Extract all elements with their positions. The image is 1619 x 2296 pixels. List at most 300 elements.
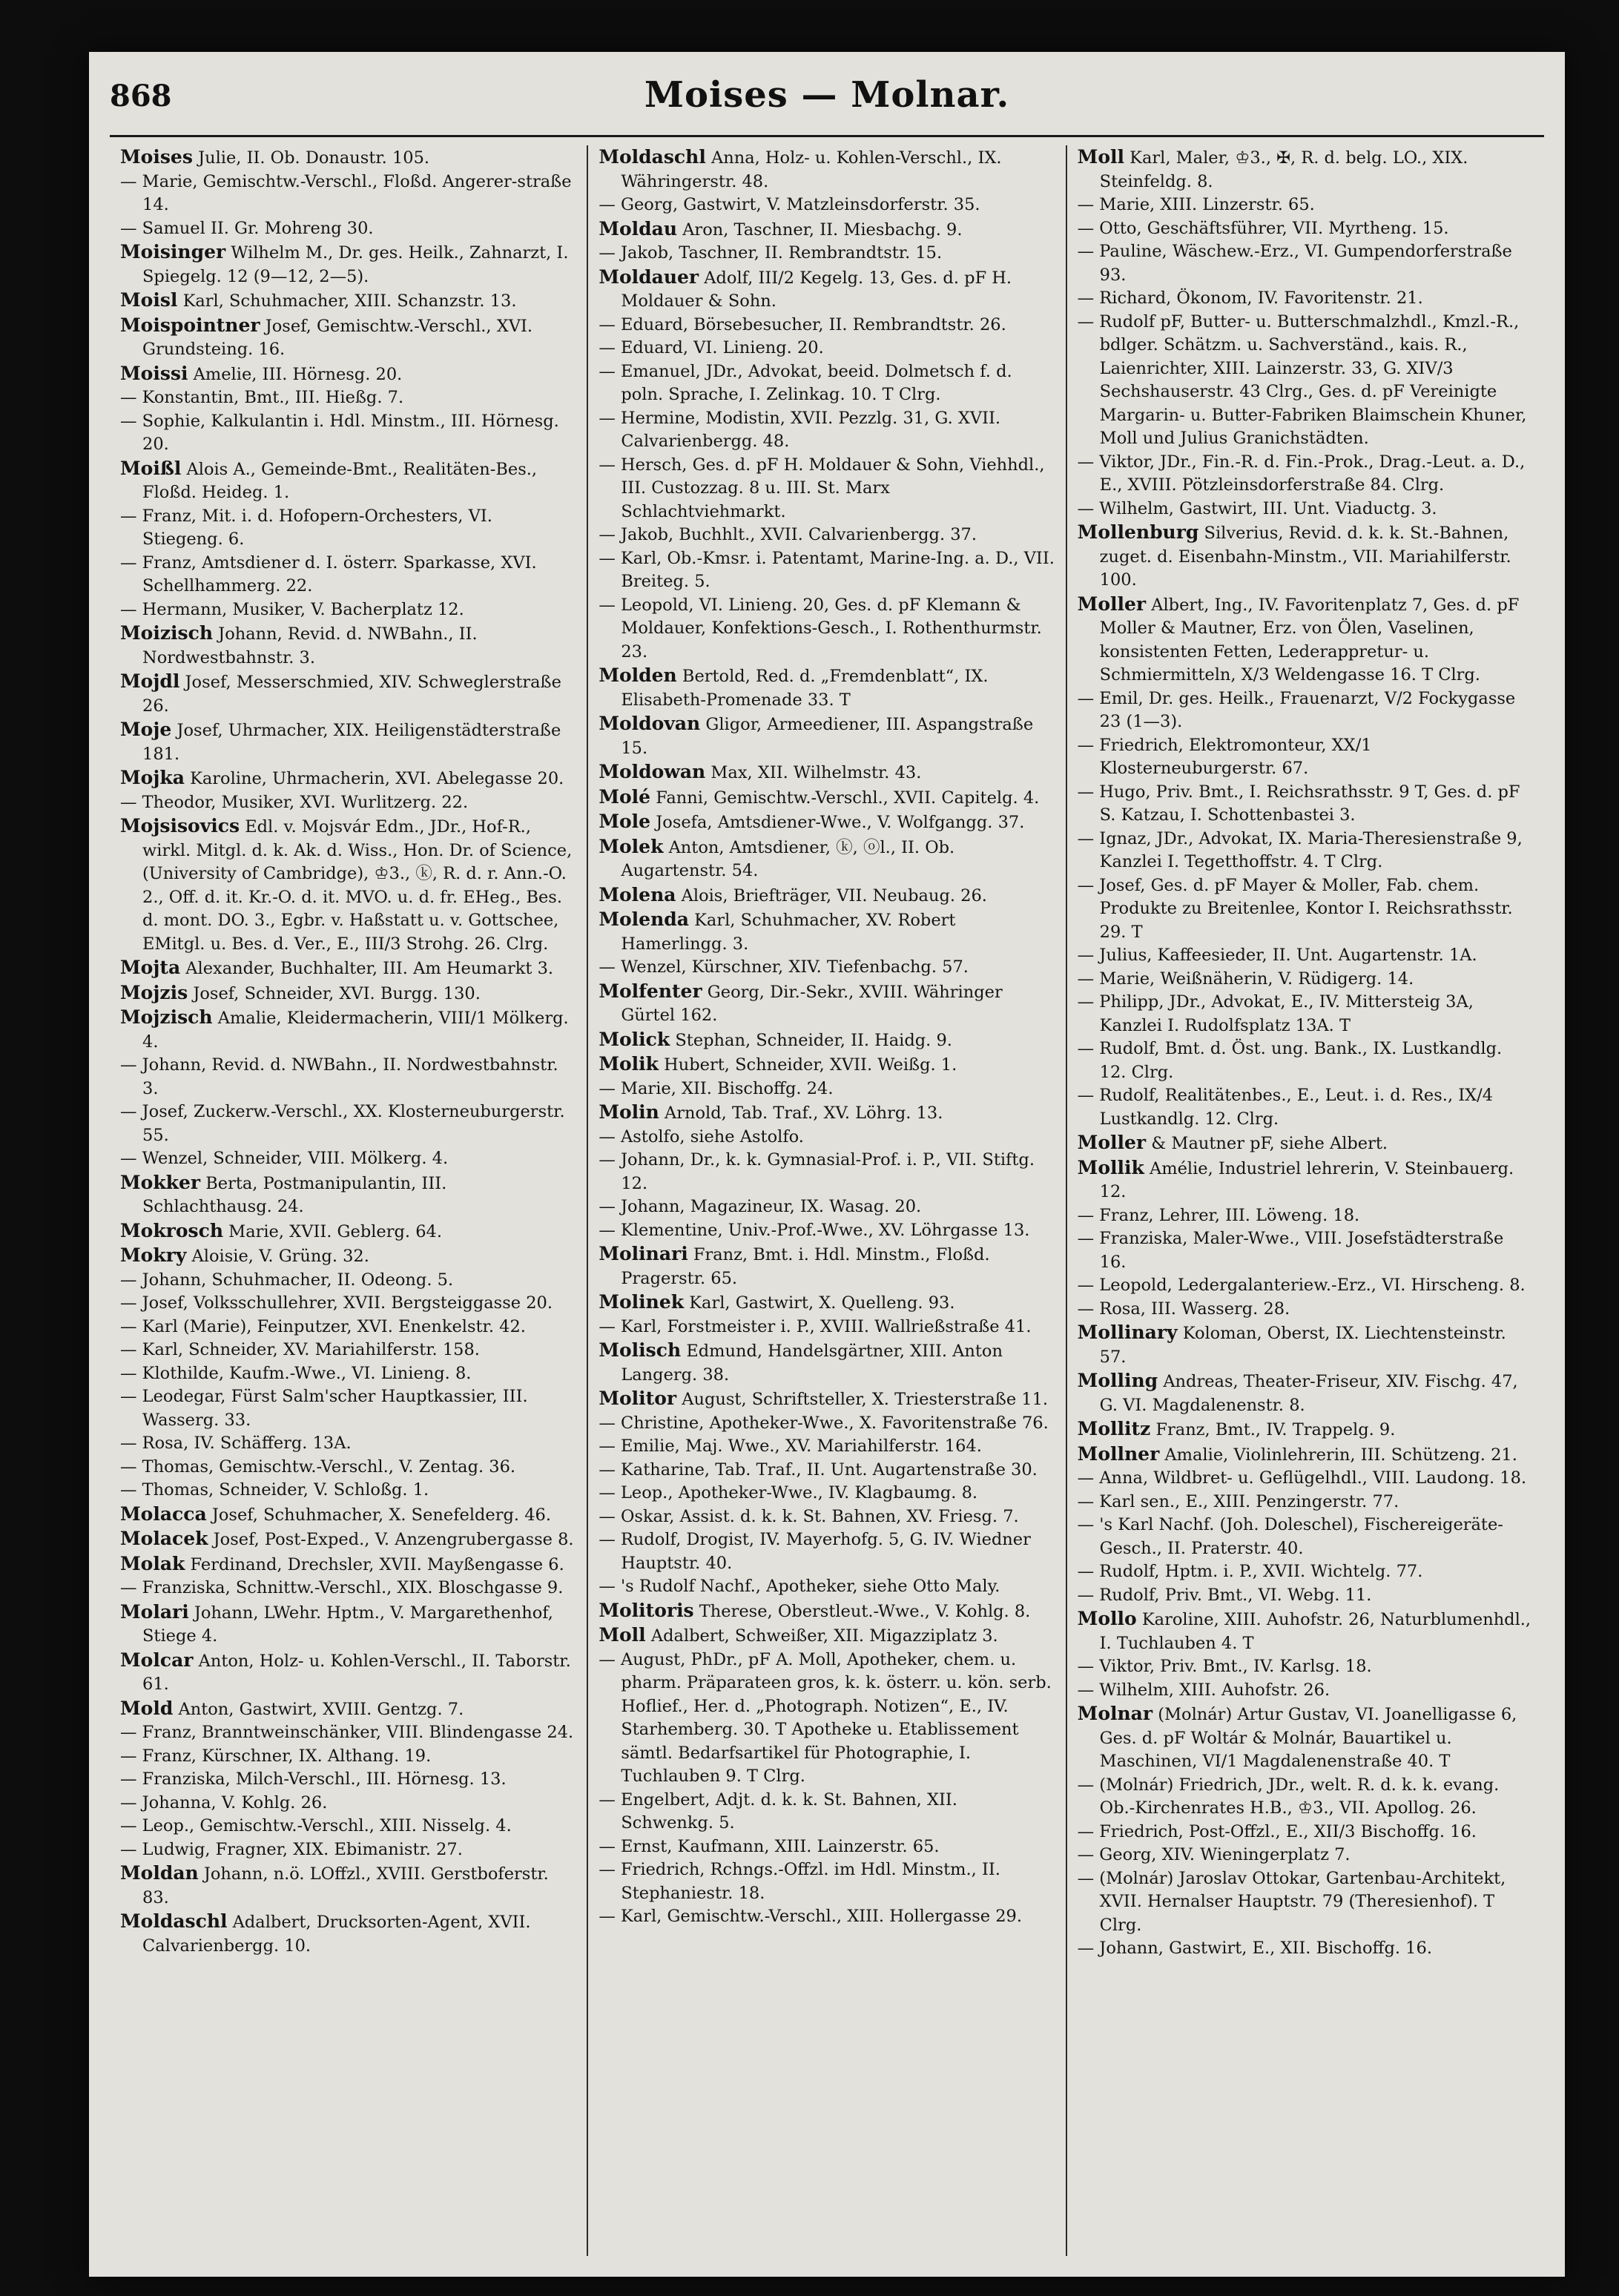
- directory-entry: [120, 314, 576, 362]
- entry-text: Johann, n.ö. LOffzl., XVIII. Gerstboferstr. 83.: [142, 1864, 549, 1907]
- entry-surname: Mojsisovics: [120, 815, 240, 837]
- entry-text: — Emil, Dr. ges. Heilk., Frauenarzt, V/2 Fockygasse 23 (1—3).: [1077, 688, 1516, 731]
- directory-entry: [120, 1910, 576, 1958]
- entry-text: Anton, Gastwirt, XVIII. Gentzg. 7.: [178, 1699, 464, 1719]
- entry-text: — Jakob, Taschner, II. Rembrandtstr. 15.: [599, 243, 943, 263]
- entry-text: Wilhelm M., Dr. ges. Heilk., Zahnarzt, I. Spiegelg. 12 (9—12, 2—5).: [142, 243, 569, 286]
- directory-entry: [599, 1101, 1055, 1126]
- entry-surname: Molinari: [599, 1243, 688, 1264]
- directory-entry: [1078, 287, 1534, 311]
- entry-surname: Mokker: [120, 1171, 201, 1193]
- directory-entry: [1078, 498, 1534, 521]
- directory-entry: [599, 1858, 1055, 1905]
- header-rule: [110, 135, 1544, 137]
- directory-entry: [599, 1623, 1055, 1649]
- entry-text: — Emanuel, JDr., Advokat, beeid. Dolmetsch f. d. poln. Sprache, I. Zelinkag. 10. T Clrg.: [599, 361, 1012, 404]
- entry-surname: Moises: [120, 146, 193, 168]
- directory-entry: [599, 1316, 1055, 1339]
- entry-text: Karl, Gastwirt, X. Quelleng. 93.: [689, 1293, 955, 1313]
- directory-entry: [120, 1697, 576, 1722]
- entry-text: — Julius, Kaffeesieder, II. Unt. Augartenstr. 1A.: [1077, 946, 1477, 965]
- entry-text: — Friedrich, Rchngs.-Offzl. im Hdl. Minstm., II. Stephaniestr. 18.: [599, 1860, 1000, 1903]
- entry-text: Arnold, Tab. Traf., XV. Löhrg. 13.: [665, 1104, 943, 1123]
- entry-text: — Katharine, Tab. Traf., II. Unt. Augartenstraße 30.: [599, 1459, 1038, 1479]
- directory-entry: [1078, 1467, 1534, 1491]
- directory-entry: [599, 314, 1055, 337]
- entry-text: — Leodegar, Fürst Salm'scher Hauptkassier, III. Wasserg. 33.: [120, 1387, 528, 1430]
- directory-entry: [120, 171, 576, 217]
- entry-text: — Marie, Gemischtw.-Verschl., Floßd. Angerer-straße 14.: [120, 171, 572, 214]
- entry-text: Johann, Revid. d. NWBahn., II. Nordwestbahnstr. 3.: [142, 624, 478, 667]
- directory-entry: [599, 1649, 1055, 1789]
- directory-entry: [1078, 968, 1534, 992]
- entry-text: Josef, Messerschmied, XIV. Schweglerstraße 26.: [142, 673, 561, 716]
- entry-text: Franz, Bmt. i. Hdl. Minstm., Floßd. Pragerstr. 65.: [621, 1245, 990, 1288]
- entry-surname: Molden: [599, 664, 677, 686]
- directory-entry: [599, 1195, 1055, 1219]
- running-head: Moises — Molnar.: [644, 74, 1010, 116]
- entry-text: — Viktor, Priv. Bmt., IV. Karlsg. 18.: [1077, 1657, 1372, 1676]
- directory-entry: [599, 1528, 1055, 1575]
- directory-entry: [120, 1502, 576, 1528]
- entry-text: — Christine, Apotheker-Wwe., X. Favoritenstraße 76.: [599, 1413, 1049, 1433]
- entry-text: — Franz, Mit. i. d. Hofopern-Orchesters, VI. Stiegeng. 6.: [120, 506, 492, 549]
- entry-text: Adolf, III/2 Kegelg. 13, Ges. d. pF H. Moldauer & Sohn.: [621, 268, 1012, 311]
- entry-text: Alois, Briefträger, VII. Neubaug. 26.: [681, 885, 987, 905]
- entry-text: Franz, Bmt., IV. Trappelg. 9.: [1155, 1420, 1396, 1439]
- directory-entry: [120, 145, 576, 171]
- directory-entry: [599, 194, 1055, 217]
- directory-entry: [120, 1362, 576, 1386]
- entry-text: — Johann, Revid. d. NWBahn., II. Nordwestbahnstr. 3.: [120, 1055, 558, 1098]
- directory-entry: [599, 145, 1055, 194]
- entry-text: — Karl, Gemischtw.-Verschl., XIII. Hollergasse 29.: [599, 1907, 1022, 1926]
- directory-entry: [1078, 1131, 1534, 1156]
- directory-entry: [599, 1835, 1055, 1859]
- directory-entry: [599, 217, 1055, 243]
- entry-text: Max, XII. Wilhelmstr. 43.: [710, 763, 922, 782]
- directory-entry: [599, 1387, 1055, 1412]
- directory-entry: [120, 1054, 576, 1101]
- entry-surname: Moldaschl: [120, 1910, 228, 1932]
- directory-entry: [120, 1479, 576, 1502]
- directory-entry: [1078, 1156, 1534, 1204]
- directory-entry: [599, 265, 1055, 314]
- directory-entry: [599, 337, 1055, 360]
- entry-text: — Anna, Wildbret- u. Geflügelhdl., VIII. Laudong. 18.: [1077, 1468, 1527, 1488]
- entry-text: — Samuel II. Gr. Mohreng 30.: [120, 218, 374, 238]
- entry-text: — Wilhelm, Gastwirt, III. Unt. Viaductg. 3.: [1077, 498, 1437, 518]
- directory-entry: [599, 454, 1055, 524]
- entry-text: — Otto, Geschäftsführer, VII. Myrtheng. 15.: [1077, 218, 1449, 238]
- entry-surname: Moispointner: [120, 314, 260, 336]
- directory-entry: [599, 242, 1055, 265]
- entry-surname: Mollinary: [1077, 1322, 1178, 1343]
- directory-entry: [120, 1861, 576, 1910]
- directory-entry: [599, 594, 1055, 664]
- directory-entry: [120, 1385, 576, 1432]
- entry-text: Georg, Dir.-Sekr., XVIII. Währinger Gürtel 162.: [621, 982, 1003, 1025]
- entry-surname: Molnar: [1077, 1703, 1153, 1724]
- directory-entry: [599, 360, 1055, 407]
- entry-surname: Mojzis: [120, 981, 188, 1003]
- entry-text: — Konstantin, Bmt., III. Hießg. 7.: [120, 388, 404, 407]
- directory-entry: [1078, 944, 1534, 968]
- entry-text: — Rudolf, Bmt. d. Öst. ung. Bank., IX. Lustkandlg. 12. Clrg.: [1077, 1039, 1503, 1082]
- entry-text: — Johann, Dr., k. k. Gymnasial-Prof. i. P., VII. Stiftg. 12.: [599, 1150, 1035, 1193]
- entry-text: — Friedrich, Elektromonteur, XX/1 Klosterneuburgerstr. 67.: [1077, 735, 1372, 778]
- directory-entry: [1078, 1774, 1534, 1821]
- entry-text: Karoline, Uhrmacherin, XVI. Abelegasse 20.: [190, 769, 564, 788]
- columns: [110, 145, 1544, 2256]
- entry-surname: Mollitz: [1077, 1418, 1151, 1439]
- entry-text: — Franz, Kürschner, IX. Althang. 19.: [120, 1746, 432, 1766]
- directory-entry: [120, 1600, 576, 1649]
- entry-text: Karoline, XIII. Auhofstr. 26, Naturblumenhdl., I. Tuchlauben 4. T: [1099, 1610, 1531, 1653]
- directory-entry: [120, 718, 576, 766]
- entry-surname: Moldauer: [599, 265, 699, 288]
- directory-entry: [599, 1905, 1055, 1929]
- entry-surname: Moißl: [120, 457, 182, 479]
- entry-text: — Franz, Branntweinschänker, VIII. Blindengasse 24.: [120, 1723, 574, 1742]
- directory-entry: [120, 1269, 576, 1293]
- directory-entry: [1078, 521, 1534, 593]
- directory-entry: [1078, 1937, 1534, 1961]
- entry-surname: Mojka: [120, 767, 185, 788]
- directory-entry: [599, 547, 1055, 594]
- entry-text: — Karl (Marie), Feinputzer, XVI. Enenkelstr. 42.: [120, 1316, 526, 1336]
- entry-text: — Sophie, Kalkulantin i. Hdl. Minstm., III. Hörnesg. 20.: [120, 411, 559, 454]
- directory-entry: [1078, 593, 1534, 687]
- directory-entry: [599, 1052, 1055, 1078]
- entry-text: — Johann, Magazineur, IX. Wasag. 20.: [599, 1197, 922, 1216]
- directory-entry: [599, 1599, 1055, 1624]
- entry-surname: Molcar: [120, 1649, 194, 1671]
- entry-text: — Josef, Volksschullehrer, XVII. Bergsteiggasse 20.: [120, 1293, 553, 1313]
- directory-entry: [120, 1006, 576, 1054]
- directory-entry: [120, 956, 576, 981]
- entry-surname: Moldan: [120, 1862, 199, 1884]
- directory-entry: [1078, 781, 1534, 828]
- directory-entry: [120, 791, 576, 815]
- entry-text: Karl, Schuhmacher, XIII. Schanzstr. 13.: [182, 291, 517, 311]
- directory-entry: [1078, 1321, 1534, 1369]
- directory-entry: [120, 1101, 576, 1147]
- entry-surname: Mole: [599, 811, 651, 832]
- entry-text: Bertold, Red. d. „Fremdenblatt“, IX. Elisabeth-Promenade 33. T: [621, 667, 989, 710]
- directory-entry: [120, 1527, 576, 1552]
- directory-entry: [120, 1768, 576, 1792]
- entry-text: — Theodor, Musiker, XVI. Wurlitzerg. 22.: [120, 792, 469, 812]
- entry-surname: Molak: [120, 1552, 185, 1574]
- entry-surname: Mollik: [1077, 1156, 1144, 1178]
- directory-entry: [1078, 1084, 1534, 1131]
- entry-surname: Molin: [599, 1101, 659, 1123]
- entry-text: Marie, XVII. Geblerg. 64.: [228, 1221, 442, 1241]
- entry-surname: Molenda: [599, 908, 689, 930]
- directory-entry: [1078, 1298, 1534, 1322]
- entry-surname: Mollo: [1077, 1608, 1137, 1629]
- entry-text: Alexander, Buchhalter, III. Am Heumarkt 3.: [185, 959, 554, 978]
- entry-text: — Ludwig, Fragner, XIX. Ebimanistr. 27.: [120, 1839, 463, 1859]
- directory-entry: [1078, 1867, 1534, 1938]
- entry-surname: Moldowan: [599, 761, 706, 782]
- entry-text: Fanni, Gemischtw.-Verschl., XVII. Capitelg. 4.: [656, 788, 1040, 808]
- column-left: [110, 145, 588, 2256]
- entry-text: — Karl, Forstmeister i. P., XVIII. Wallrießstraße 41.: [599, 1316, 1032, 1336]
- directory-entry: [599, 1435, 1055, 1459]
- entry-surname: Molick: [599, 1028, 670, 1050]
- entry-text: — Josef, Ges. d. pF Mayer & Moller, Fab. chem. Produkte zu Breitenlee, Kontor I. Reichsrathsstr. 29. T: [1077, 875, 1513, 942]
- directory-entry: [120, 240, 576, 288]
- directory-entry: [120, 598, 576, 622]
- directory-entry: [599, 712, 1055, 760]
- entry-text: Julie, II. Ob. Donaustr. 105.: [198, 148, 430, 168]
- directory-entry: [599, 1242, 1055, 1290]
- entry-text: Aloisie, V. Grüng. 32.: [191, 1247, 369, 1266]
- directory-entry: [120, 288, 576, 314]
- entry-text: — Leop., Apotheker-Wwe., IV. Klagbaumg. 8.: [599, 1483, 978, 1502]
- entry-surname: Moller: [1077, 1132, 1147, 1153]
- directory-entry: [1078, 1655, 1534, 1679]
- entry-text: Josef, Schneider, XVI. Burgg. 130.: [193, 983, 481, 1003]
- directory-page: [89, 52, 1565, 2277]
- entry-text: Koloman, Oberst, IX. Liechtensteinstr. 57.: [1099, 1324, 1506, 1367]
- entry-text: Josef, Post-Exped., V. Anzengrubergasse 8.: [213, 1530, 574, 1549]
- entry-surname: Mollenburg: [1077, 521, 1199, 543]
- entry-surname: Moll: [1077, 146, 1124, 168]
- entry-text: — Johann, Gastwirt, E., XII. Bischoffg. 16.: [1077, 1939, 1432, 1958]
- directory-entry: [120, 1577, 576, 1600]
- entry-surname: Molé: [599, 785, 651, 808]
- entry-text: — Pauline, Wäschew.-Erz., VI. Gumpendorferstraße 93.: [1077, 242, 1512, 285]
- directory-entry: [599, 1505, 1055, 1529]
- entry-surname: Moissi: [120, 362, 188, 384]
- directory-entry: [1078, 240, 1534, 287]
- entry-text: — Josef, Zuckerw.-Verschl., XX. Klosterneuburgerstr. 55.: [120, 1102, 565, 1145]
- directory-entry: [599, 908, 1055, 956]
- entry-surname: Molik: [599, 1053, 659, 1075]
- directory-entry: [599, 1482, 1055, 1505]
- entry-surname: Molacca: [120, 1502, 207, 1525]
- directory-entry: [599, 1290, 1055, 1316]
- entry-text: Josef, Uhrmacher, XIX. Heiligenstädterstraße 181.: [142, 721, 561, 764]
- directory-entry: [599, 1412, 1055, 1436]
- entry-text: — Wenzel, Kürschner, XIV. Tiefenbachg. 57.: [599, 957, 969, 977]
- directory-entry: [1078, 1204, 1534, 1228]
- entry-text: Amalie, Kleidermacherin, VIII/1 Mölkerg. 4.: [142, 1009, 569, 1052]
- entry-text: — Rudolf pF, Butter- u. Butterschmalzhdl., Kmzl.-R., bdlger. Schätzm. u. Sachverständ., kais. R., Laienrichter, XIII. Lainzerstr. 33, G. XIV/3 Sechshauserstr. 43 Clrg., Ges. d. pF Vereinigte Margarin- u. Butter-Fabriken Blaimschein Khuner, Moll und Julius Granichstädten.: [1077, 311, 1527, 448]
- directory-entry: [1078, 1607, 1534, 1655]
- directory-entry: [599, 760, 1055, 785]
- entry-surname: Molacek: [120, 1528, 208, 1549]
- entry-text: — Leopold, VI. Linieng. 20, Ges. d. pF Klemann & Moldauer, Konfektions-Gesch., I. Rothenthurmstr. 23.: [599, 595, 1042, 662]
- entry-text: — Franz, Lehrer, III. Löweng. 18.: [1077, 1205, 1360, 1225]
- entry-text: — Hermine, Modistin, XVII. Pezzlg. 31, G. XVII. Calvarienbergg. 48.: [599, 408, 1001, 451]
- entry-text: — Ernst, Kaufmann, XIII. Lainzerstr. 65.: [599, 1836, 940, 1856]
- directory-entry: [599, 810, 1055, 835]
- entry-text: — Viktor, JDr., Fin.-R. d. Fin.-Prok., Drag.-Leut. a. D., E., XVIII. Pötzleinsdorferstraße 84. Clrg.: [1077, 452, 1526, 495]
- entry-text: — (Molnár) Friedrich, JDr., welt. R. d. k. k. evang. Ob.-Kirchenrates H.B., ♔3., VII. Apollog. 26.: [1077, 1775, 1500, 1818]
- directory-entry: [599, 1219, 1055, 1243]
- directory-entry: [1078, 1844, 1534, 1867]
- entry-text: Amalie, Violinlehrerin, III. Schützeng. 21.: [1164, 1445, 1517, 1465]
- entry-surname: Mojdl: [120, 670, 180, 692]
- directory-entry: [599, 1459, 1055, 1482]
- entry-text: Andreas, Theater-Friseur, XIV. Fischg. 47, G. VI. Magdalenenstr. 8.: [1099, 1372, 1518, 1415]
- entry-surname: Mojzisch: [120, 1006, 213, 1028]
- entry-text: — Friedrich, Post-Offzl., E., XII/3 Bischoffg. 16.: [1077, 1821, 1477, 1841]
- directory-entry: [1078, 1227, 1534, 1274]
- entry-text: — Leopold, Ledergalanteriew.-Erz., VI. Hirscheng. 8.: [1077, 1276, 1526, 1295]
- directory-entry: [1078, 1038, 1534, 1084]
- directory-entry: [599, 835, 1055, 883]
- entry-text: Josef, Gemischtw.-Verschl., XVI. Grundsteing. 16.: [142, 316, 533, 359]
- directory-entry: [599, 407, 1055, 454]
- directory-entry: [599, 785, 1055, 811]
- directory-entry: [120, 505, 576, 552]
- entry-text: Johann, LWehr. Hptm., V. Margarethenhof, Stiege 4.: [142, 1603, 553, 1646]
- entry-text: — Karl sen., E., XIII. Penzingerstr. 77.: [1077, 1491, 1399, 1511]
- entry-text: — Rosa, III. Wasserg. 28.: [1077, 1299, 1290, 1319]
- directory-entry: [120, 670, 576, 718]
- directory-entry: [120, 1745, 576, 1769]
- entry-surname: Moisl: [120, 289, 178, 311]
- entry-text: Hubert, Schneider, XVII. Weißg. 1.: [664, 1055, 957, 1075]
- entry-text: — Karl, Ob.-Kmsr. i. Patentamt, Marine-Ing. a. D., VII. Breiteg. 5.: [599, 548, 1055, 591]
- entry-surname: Molitoris: [599, 1599, 694, 1621]
- entry-text: — Thomas, Schneider, V. Schloßg. 1.: [120, 1480, 429, 1500]
- entry-surname: Molitor: [599, 1388, 677, 1409]
- directory-entry: [120, 1552, 576, 1577]
- entry-surname: Moisinger: [120, 241, 226, 263]
- directory-entry: [120, 1244, 576, 1269]
- entry-text: — Georg, Gastwirt, V. Matzleinsdorferstr. 35.: [599, 195, 980, 214]
- directory-entry: [120, 410, 576, 457]
- entry-text: Alois A., Gemeinde-Bmt., Realitäten-Bes., Floßd. Heideg. 1.: [142, 459, 538, 502]
- directory-entry: [599, 980, 1055, 1028]
- entry-text: — Hersch, Ges. d. pF H. Moldauer & Sohn, Viehhdl., III. Custozzag. 8 u. III. St. Marx Schlachtviehmarkt.: [599, 455, 1045, 521]
- entry-text: (Molnár) Artur Gustav, VI. Joanelligasse 6, Ges. d. pF Woltár & Molnár, Bauartikel u. Maschinen, VI/1 Magdalenenstraße 40. T: [1099, 1705, 1517, 1771]
- directory-entry: [599, 1149, 1055, 1195]
- entry-text: — Klothilde, Kaufm.-Wwe., VI. Linieng. 8.: [120, 1363, 472, 1383]
- page-header: [110, 74, 1544, 133]
- directory-entry: [1078, 1560, 1534, 1584]
- entry-text: — Eduard, VI. Linieng. 20.: [599, 338, 824, 357]
- entry-text: — Rudolf, Realitätenbes., E., Leut. i. d. Res., IX/4 Lustkandlg. 12. Clrg.: [1077, 1086, 1494, 1129]
- directory-entry: [120, 814, 576, 956]
- directory-entry: [1078, 451, 1534, 498]
- entry-surname: Moldaschl: [599, 146, 706, 168]
- directory-entry: [120, 362, 576, 387]
- directory-entry: [120, 1316, 576, 1339]
- column-middle: [588, 145, 1066, 2256]
- entry-surname: Moldau: [599, 217, 678, 240]
- directory-entry: [1078, 1369, 1534, 1417]
- directory-entry: [599, 956, 1055, 980]
- entry-text: — Philipp, JDr., Advokat, E., IV. Mittersteig 3A, Kanzlei I. Rudolfsplatz 13A. T: [1077, 992, 1474, 1035]
- entry-text: — Johanna, V. Kohlg. 26.: [120, 1792, 328, 1812]
- entry-text: — Richard, Ökonom, IV. Favoritenstr. 21.: [1077, 288, 1423, 308]
- directory-entry: [599, 524, 1055, 547]
- directory-entry: [120, 1649, 576, 1697]
- entry-text: Karl, Maler, ♔3., ✠, R. d. belg. LO., XIX. Steinfeldg. 8.: [1099, 148, 1468, 191]
- entry-text: — August, PhDr., pF A. Moll, Apotheker, chem. u. pharm. Präparateen gros, k. k. österr. u. kön. serb. Hoflief., Her. d. „Photograph. Notizen“, E., IV. Starhemberg. 30. T Apotheke u. Etablissement sämtl. Bedarfsartikel für Photographie, I. Tuchlauben 9. T Clrg.: [599, 1649, 1052, 1786]
- entry-text: — Johann, Schuhmacher, II. Odeong. 5.: [120, 1270, 454, 1290]
- entry-text: — Engelbert, Adjt. d. k. k. St. Bahnen, XII. Schwenkg. 5.: [599, 1789, 957, 1832]
- directory-entry: [1078, 1679, 1534, 1703]
- directory-entry: [120, 386, 576, 410]
- entry-text: & Mautner pF, siehe Albert.: [1151, 1134, 1388, 1153]
- entry-surname: Mojta: [120, 957, 181, 978]
- entry-text: — Hermann, Musiker, V. Bacherplatz 12.: [120, 599, 464, 619]
- entry-text: — Marie, XII. Bischoffg. 24.: [599, 1078, 834, 1098]
- entry-text: Adalbert, Schweißer, XII. Migazziplatz 3.: [650, 1626, 998, 1646]
- entry-surname: Molisch: [599, 1339, 682, 1361]
- entry-text: Ferdinand, Drechsler, XVII. Mayßengasse 6.: [190, 1554, 564, 1574]
- directory-entry: [120, 981, 576, 1006]
- entry-text: — Wilhelm, XIII. Auhofstr. 26.: [1077, 1680, 1331, 1700]
- directory-entry: [120, 1838, 576, 1862]
- directory-entry: [120, 1171, 576, 1219]
- entry-text: Silverius, Revid. d. k. k. St.-Bahnen, zuget. d. Eisenbahn-Minstm., VII. Mariahilferstr. 100.: [1099, 524, 1511, 590]
- entry-text: — Georg, XIV. Wieningerplatz 7.: [1077, 1845, 1351, 1864]
- entry-surname: Moll: [599, 1624, 646, 1646]
- directory-entry: [120, 1815, 576, 1838]
- entry-text: — Rudolf, Drogist, IV. Mayerhofg. 5, G. IV. Wiedner Hauptstr. 40.: [599, 1530, 1031, 1573]
- directory-entry: [1078, 1702, 1534, 1774]
- entry-text: — Klementine, Univ.-Prof.-Wwe., XV. Löhrgasse 13.: [599, 1220, 1030, 1240]
- directory-entry: [120, 766, 576, 791]
- entry-surname: Molena: [599, 883, 676, 905]
- directory-entry: [599, 664, 1055, 712]
- entry-text: — Eduard, Börsebesucher, II. Rembrandtstr. 26.: [599, 314, 1006, 334]
- directory-entry: [120, 552, 576, 598]
- directory-entry: [120, 621, 576, 670]
- entry-text: — Franziska, Schnittw.-Verschl., XIX. Bloschgasse 9.: [120, 1578, 564, 1597]
- entry-text: — Marie, Weißnäherin, V. Rüdigerg. 14.: [1077, 969, 1414, 989]
- entry-text: Josefa, Amtsdiener-Wwe., V. Wolfgangg. 37.: [656, 813, 1025, 832]
- entry-surname: Mold: [120, 1697, 174, 1719]
- entry-text: — Rudolf, Hptm. i. P., XVII. Wichtelg. 77.: [1077, 1562, 1423, 1581]
- entry-text: — Franziska, Milch-Verschl., III. Hörnesg. 13.: [120, 1769, 507, 1789]
- directory-entry: [599, 883, 1055, 908]
- entry-surname: Molfenter: [599, 980, 702, 1002]
- entry-surname: Mollner: [1077, 1442, 1160, 1465]
- entry-text: Anna, Holz- u. Kohlen-Verschl., IX. Währingerstr. 48.: [621, 148, 1002, 191]
- entry-surname: Molinek: [599, 1291, 685, 1313]
- directory-entry: [1078, 1491, 1534, 1514]
- directory-entry: [1078, 145, 1534, 194]
- directory-entry: [599, 1126, 1055, 1149]
- entry-text: — Franziska, Maler-Wwe., VIII. Josefstädterstraße 16.: [1077, 1229, 1504, 1272]
- directory-entry: [1078, 991, 1534, 1038]
- entry-text: — Franz, Amtsdiener d. I. österr. Sparkasse, XVI. Schellhammerg. 22.: [120, 552, 537, 596]
- entry-text: Amelie, III. Hörnesg. 20.: [193, 364, 403, 384]
- entry-surname: Moizisch: [120, 622, 214, 644]
- entry-text: — Marie, XIII. Linzerstr. 65.: [1077, 195, 1315, 214]
- directory-entry: [120, 457, 576, 505]
- directory-entry: [1078, 1417, 1534, 1442]
- directory-entry: [120, 1339, 576, 1362]
- page-number: 868: [110, 79, 172, 113]
- entry-surname: Molling: [1077, 1370, 1158, 1391]
- directory-entry: [120, 1432, 576, 1456]
- directory-entry: [120, 1721, 576, 1745]
- directory-entry: [1078, 217, 1534, 241]
- directory-entry: [599, 1575, 1055, 1599]
- entry-text: — Leop., Gemischtw.-Verschl., XIII. Nisselg. 4.: [120, 1816, 512, 1835]
